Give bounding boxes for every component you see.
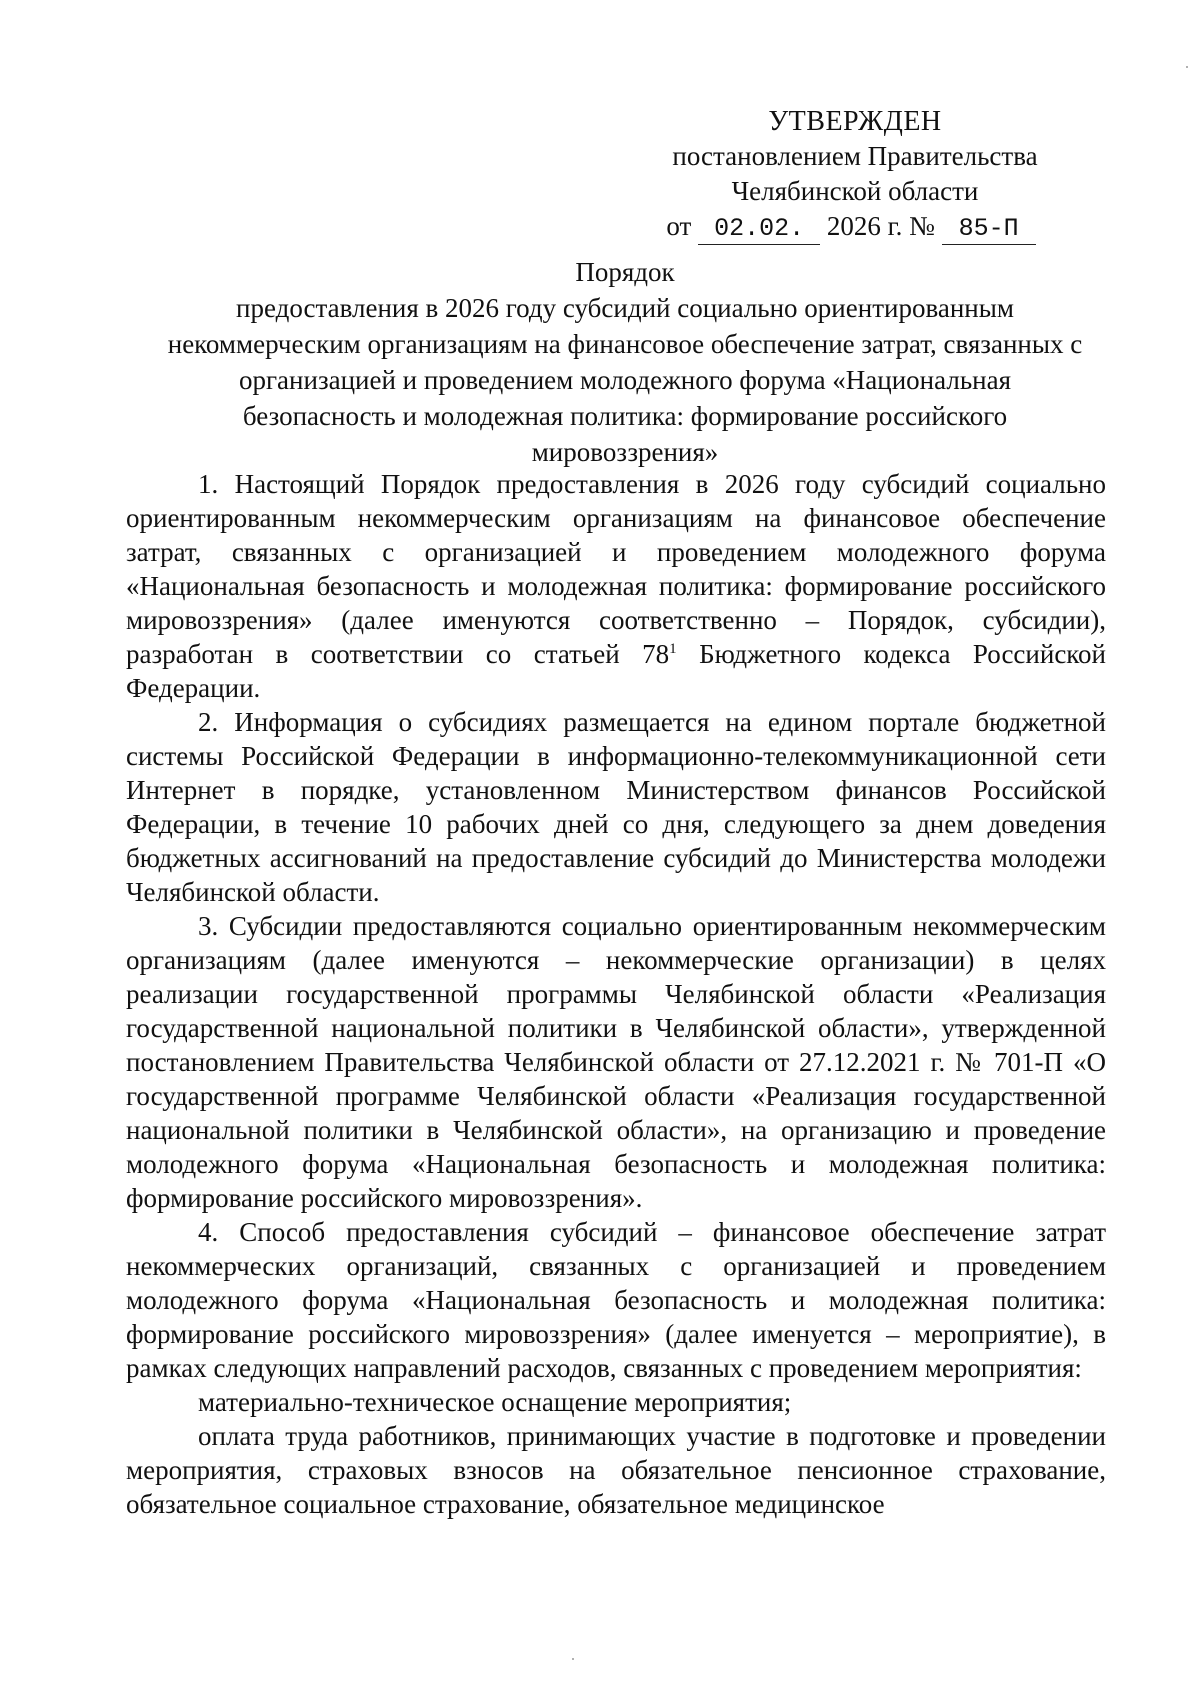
heading-line: мировоззрения» <box>531 437 719 467</box>
heading-line: безопасность и молодежная политика: формирование российского <box>242 401 1008 431</box>
expense-item-1: материально-техническое оснащение мероприятия; <box>198 1387 792 1417</box>
approval-line-2: Челябинской области <box>731 176 979 206</box>
approval-line-1: постановлением Правительства <box>672 141 1038 171</box>
year-text: 2026 г. № <box>826 211 935 241</box>
date-prefix: от <box>666 211 692 241</box>
paragraph-1 <box>126 467 1106 705</box>
paragraph-1-text: 1. Настоящий Порядок предоставления в 2026 году субсидий социально ориентированным некоммерческим организациям на финансовое обеспечение затрат, связанных с организацией и проведением молодежного форума «Национальная безопасность и молодежная политика: формирование российского мировоззрения» (далее именуются соответственно – Порядок, субсидии), разработан в соответствии со статьей 78 <box>126 469 1106 669</box>
number-field: 85-П <box>942 214 1036 245</box>
expense-item-2: оплата труда работников, принимающих участие в подготовке и проведении мероприятия, страховых взносов на обязательное пенсионное страхование, обязательное социальное страхование, обязательное медицинское <box>126 1421 1106 1519</box>
document-heading <box>120 254 1130 470</box>
heading-line: организацией и проведением молодежного форума «Национальная <box>238 365 1011 395</box>
paragraph-1-text-end: Бюджетного кодекса Российской Федерации. <box>126 639 1106 703</box>
paragraph-2: 2. Информация о субсидиях размещается на едином портале бюджетной системы Российской Федерации в информационно-телекоммуникационной сети Интернет в порядке, установленном Министерством финансов Российской Федерации, в течение 10 рабочих дней со дня, следующего за днем доведения бюджетных ассигнований на предоставление субсидий до Министерства молодежи Челябинской области. <box>126 707 1106 907</box>
article-superscript: 1 <box>669 641 677 657</box>
approval-date-line <box>632 209 1070 245</box>
document-body <box>126 467 1106 1521</box>
paragraph-3: 3. Субсидии предоставляются социально ориентированным некоммерческим организациям (далее именуются – некоммерческие организации) в целях реализации государственной программы Челябинской области «Реализация государственной национальной политики в Челябинской области», утвержденной постановлением Правительства Челябинской области от 27.12.2021 г. № 701-П «О государственной программе Челябинской области «Реализация государственной национальной политики в Челябинской области», на организацию и проведение молодежного форума «Национальная безопасность и молодежная политика: формирование российского мировоззрения». <box>126 911 1106 1213</box>
heading-line: предоставления в 2026 году субсидий социально ориентированным <box>236 293 1014 323</box>
scan-speck <box>1186 66 1188 68</box>
scan-speck <box>572 1658 574 1660</box>
approval-stamp <box>640 104 1070 245</box>
heading-title: Порядок <box>575 257 675 287</box>
approval-title: УТВЕРЖДЕН <box>768 106 942 137</box>
heading-line: некоммерческим организациям на финансовое обеспечение затрат, связанных с <box>167 329 1083 359</box>
paragraph-4: 4. Способ предоставления субсидий – финансовое обеспечение затрат некоммерческих организаций, связанных с организацией и проведением молодежного форума «Национальная безопасность и молодежная политика: формирование российского мировоззрения» (далее именуется – мероприятие), в рамках следующих направлений расходов, связанных с проведением мероприятия: <box>126 1217 1106 1383</box>
date-field: 02.02. <box>698 214 820 245</box>
